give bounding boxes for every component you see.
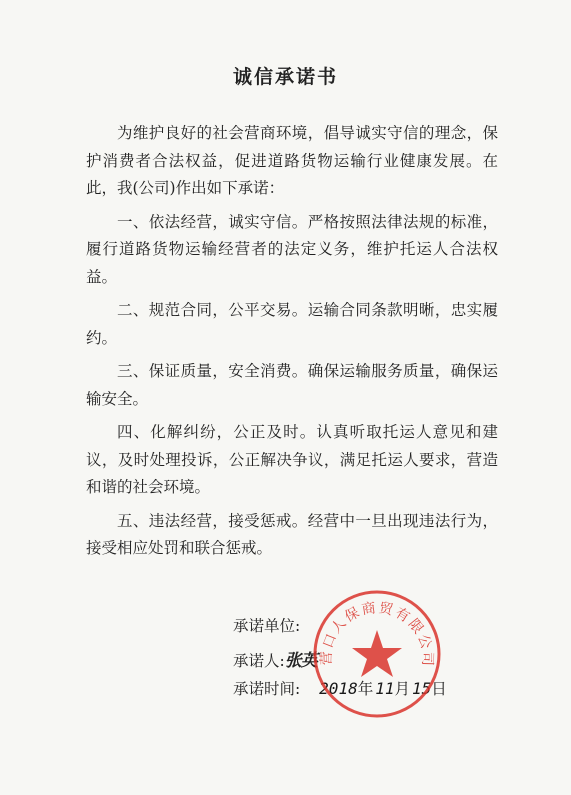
signature-day: 15 [412, 679, 432, 698]
paragraph-commitment-2: 二、规范合同，公平交易。运输合同条款明晰，忠实履约。 [86, 301, 498, 347]
signature-unit-row [233, 614, 300, 636]
handwritten-signature: 张英 [284, 651, 317, 671]
signature-person-label: 承诺人: [233, 652, 285, 670]
seal-star-icon [352, 630, 402, 677]
signature-time-label: 承诺时间: [233, 680, 301, 698]
signature-person-row [233, 646, 317, 671]
document-body [86, 120, 498, 569]
signature-year-unit: 年 [357, 680, 374, 698]
signature-day-unit: 日 [431, 680, 447, 698]
signature-month: 11 [375, 679, 395, 698]
signature-year: 2018 [319, 679, 358, 698]
document-title: 诚信承诺书 [232, 66, 338, 88]
seal-text: 营口人保商贸有限公司 [318, 600, 436, 669]
signature-month-unit: 月 [394, 680, 410, 698]
paragraph-commitment-5: 五、违法经营，接受惩戒。经营中一旦出现违法行为，接受相应处罚和联合惩戒。 [86, 511, 498, 557]
paragraph-intro: 为维护良好的社会营商环境，倡导诚实守信的理念，保护消费者合法权益，促进道路货物运输行业健康发展。在此，我(公司)作出如下承诺： [86, 124, 498, 197]
company-seal [311, 588, 443, 720]
paragraph-commitment-4: 四、化解纠纷，公正及时。认真听取托运人意见和建议，及时处理投诉，公正解决争议，满足托运人要求，营造和谐的社会环境。 [86, 423, 498, 496]
paragraph-commitment-3: 三、保证质量，安全消费。确保运输服务质量，确保运输安全。 [86, 362, 498, 408]
signature-unit-label: 承诺单位: [233, 617, 301, 635]
paragraph-commitment-1: 一、依法经营，诚实守信。严格按照法律法规的标准，履行道路货物运输经营者的法定义务，维护托运人合法权益。 [86, 212, 498, 286]
